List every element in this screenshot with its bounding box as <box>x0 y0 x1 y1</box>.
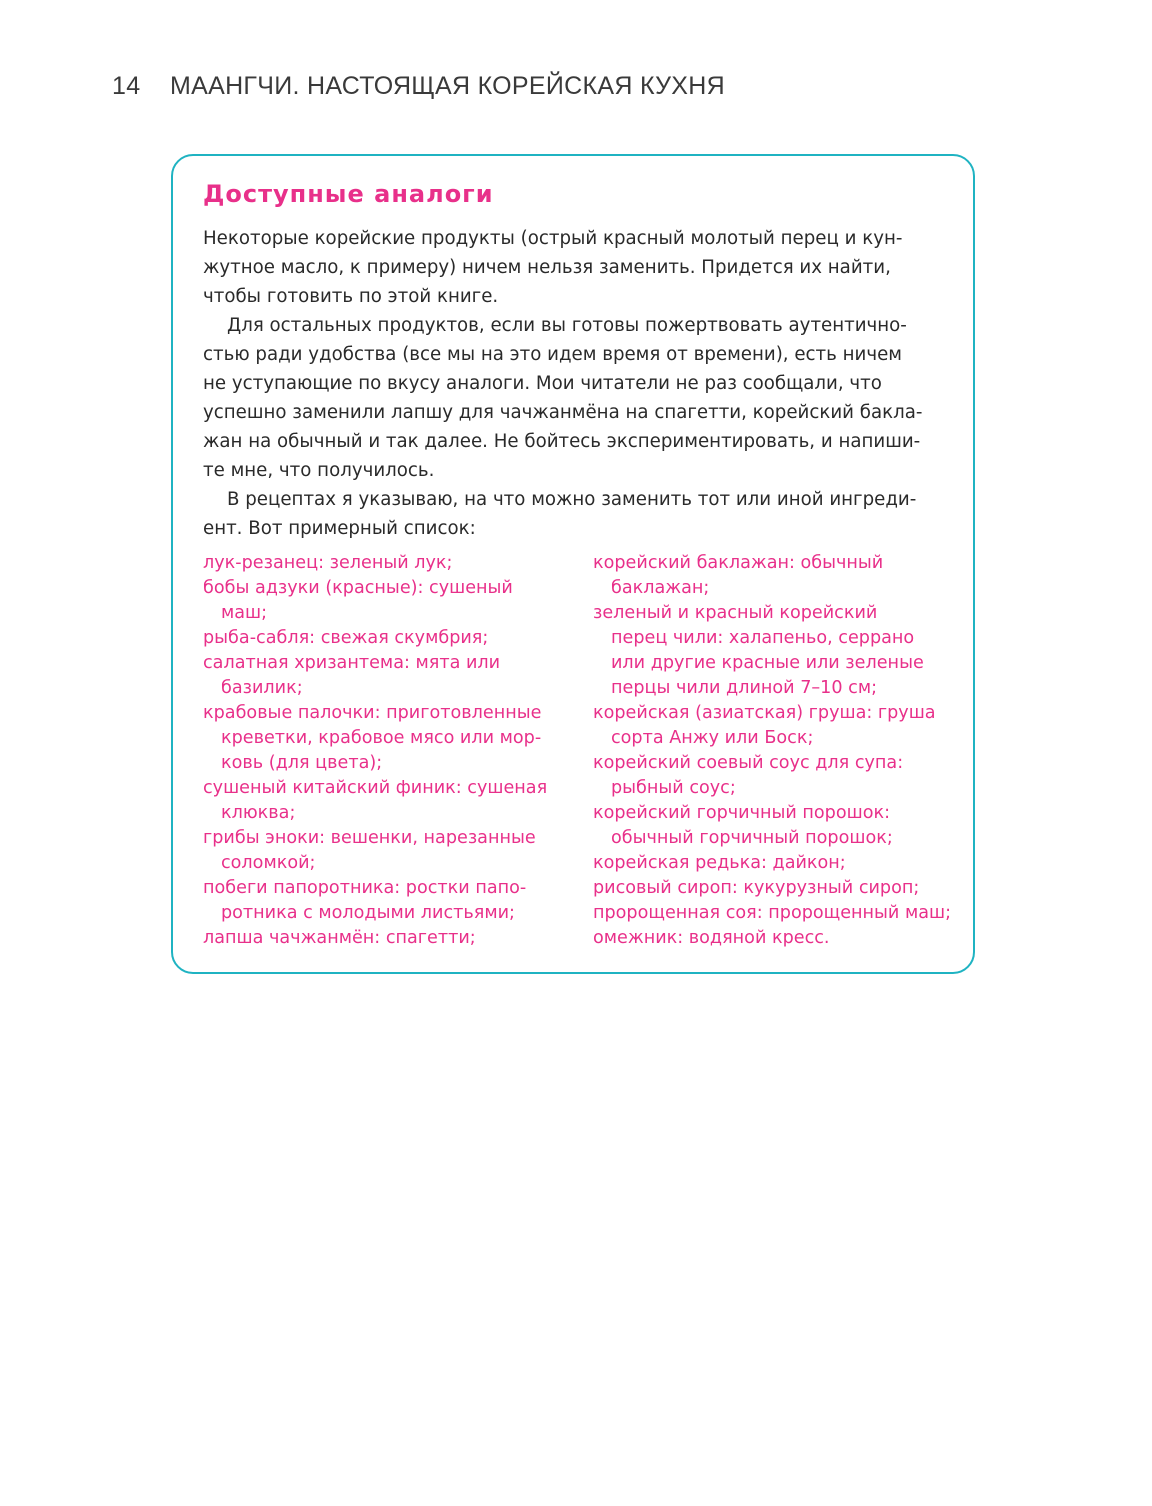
list-item <box>203 826 573 876</box>
paragraph <box>203 311 943 485</box>
list-line: сушеный китайский финик: сушеная <box>203 778 548 798</box>
text-line: В рецептах я указываю, на что можно заменить тот или иной ингреди- <box>227 489 917 510</box>
list-item <box>593 876 953 901</box>
list-line: ковь (для цвета); <box>221 753 383 773</box>
list-item <box>203 926 573 951</box>
list-line: маш; <box>221 603 268 623</box>
list-item <box>593 551 953 601</box>
list-line: корейская (азиатская) груша: груша <box>593 703 936 723</box>
text-line: жутное масло, к примеру) ничем нельзя заменить. Придется их найти, <box>203 257 891 278</box>
box-title: Доступные аналоги <box>203 180 494 208</box>
text-line: ент. Вот примерный список: <box>203 518 476 539</box>
text-line: стью ради удобства (все мы на это идем время от времени), есть ничем <box>203 344 903 365</box>
list-line: креветки, крабовое мясо или мор- <box>221 728 542 748</box>
list-item <box>593 801 953 851</box>
running-title: МААНГЧИ. НАСТОЯЩАЯ КОРЕЙСКАЯ КУХНЯ <box>170 72 725 100</box>
text-line: жан на обычный и так далее. Не бойтесь экспериментировать, и напиши- <box>203 431 921 452</box>
list-item <box>593 701 953 751</box>
list-line: зеленый и красный корейский <box>593 603 878 623</box>
list-item <box>203 651 573 701</box>
list-line: грибы эноки: вешенки, нарезанные <box>203 828 536 848</box>
list-item <box>203 776 573 826</box>
list-line: побеги папоротника: ростки папо- <box>203 878 527 898</box>
list-line: клюква; <box>221 803 296 823</box>
list-item <box>593 926 953 951</box>
running-head <box>112 72 725 101</box>
substitutions-left-column <box>203 551 573 951</box>
substitutions-right-column <box>593 551 953 951</box>
list-line: крабовые палочки: приготовленные <box>203 703 542 723</box>
list-line: сорта Анжу или Боск; <box>611 728 814 748</box>
list-item <box>593 901 953 926</box>
list-item <box>203 551 573 576</box>
list-item <box>203 626 573 651</box>
box-body <box>203 224 943 543</box>
text-line: не уступающие по вкусу аналоги. Мои читатели не раз сообщали, что <box>203 373 882 394</box>
list-item <box>203 701 573 776</box>
list-line: салатная хризантема: мята или <box>203 653 501 673</box>
list-line: корейский соевый соус для супа: <box>593 753 904 773</box>
list-line: соломкой; <box>221 853 316 873</box>
list-line: или другие красные или зеленые <box>611 653 924 673</box>
list-item <box>203 876 573 926</box>
list-line: корейский баклажан: обычный <box>593 553 884 573</box>
list-line: лапша чачжанмён: спагетти; <box>203 928 476 948</box>
list-line: перцы чили длиной 7–10 см; <box>611 678 878 698</box>
list-line: базилик; <box>221 678 303 698</box>
list-item <box>593 751 953 801</box>
paragraph <box>203 485 943 543</box>
list-line: корейская редька: дайкон; <box>593 853 846 873</box>
list-line: ротника с молодыми листьями; <box>221 903 515 923</box>
list-item <box>203 576 573 626</box>
list-line: обычный горчичный порошок; <box>611 828 893 848</box>
paragraph <box>203 224 943 311</box>
list-line: бобы адзуки (красные): сушеный <box>203 578 513 598</box>
list-line: баклажан; <box>611 578 710 598</box>
list-line: рисовый сироп: кукурузный сироп; <box>593 878 920 898</box>
list-item <box>593 851 953 876</box>
text-line: Некоторые корейские продукты (острый красный молотый перец и кун- <box>203 228 903 249</box>
list-item <box>593 601 953 701</box>
text-line: Для остальных продуктов, если вы готовы пожертвовать аутентично- <box>227 315 907 336</box>
text-line: те мне, что получилось. <box>203 460 435 481</box>
list-line: омежник: водяной кресс. <box>593 928 830 948</box>
text-line: чтобы готовить по этой книге. <box>203 286 499 307</box>
list-line: корейский горчичный порошок: <box>593 803 891 823</box>
text-line: успешно заменили лапшу для чачжанмёна на спагетти, корейский бакла- <box>203 402 923 423</box>
page-number: 14 <box>112 72 141 100</box>
list-line: пророщенная соя: пророщенный маш; <box>593 903 952 923</box>
list-line: рыбный соус; <box>611 778 736 798</box>
list-line: перец чили: халапеньо, серрано <box>611 628 915 648</box>
list-line: рыба-сабля: свежая скумбрия; <box>203 628 489 648</box>
list-line: лук-резанец: зеленый лук; <box>203 553 453 573</box>
